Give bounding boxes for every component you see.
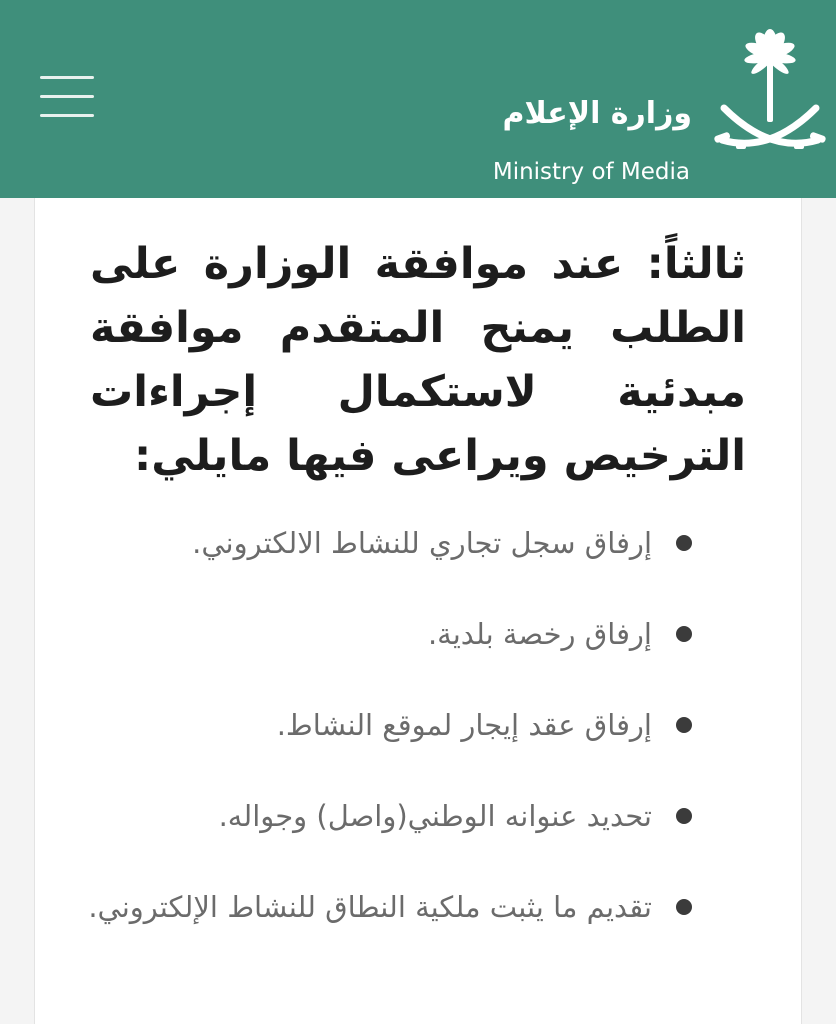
list-item bbox=[80, 603, 712, 665]
logo-name-arabic: وزارة الإعلام bbox=[502, 96, 692, 131]
list-item bbox=[80, 785, 712, 847]
saudi-emblem-palm-swords-icon bbox=[706, 22, 834, 172]
hamburger-menu-icon[interactable] bbox=[40, 74, 94, 120]
ministry-logo[interactable] bbox=[476, 22, 836, 185]
menu-bar-top bbox=[40, 76, 94, 79]
list-item-text: إرفاق عقد إيجار لموقع النشاط. bbox=[276, 708, 652, 742]
list-item-text: تقديم ما يثبت ملكية النطاق للنشاط الإلكتروني. bbox=[88, 890, 652, 924]
list-item bbox=[80, 512, 712, 574]
menu-bar-middle bbox=[40, 95, 94, 98]
bullet-icon bbox=[676, 899, 692, 915]
bullet-icon bbox=[676, 717, 692, 733]
requirements-list bbox=[80, 512, 712, 938]
list-item-text: إرفاق رخصة بلدية. bbox=[427, 617, 652, 651]
section-heading: ثالثاً: عند موافقة الوزارة على الطلب يمنح المتقدم موافقة مبدئية لاستكمال إجراءات الترخيص ويراعى فيها مايلي: bbox=[90, 239, 746, 481]
bullet-icon bbox=[676, 626, 692, 642]
site-header bbox=[0, 0, 836, 198]
menu-bar-bottom bbox=[40, 114, 94, 117]
bullet-icon bbox=[676, 535, 692, 551]
list-item bbox=[80, 876, 712, 938]
list-item-text: إرفاق سجل تجاري للنشاط الالكتروني. bbox=[192, 526, 652, 560]
list-item bbox=[80, 694, 712, 756]
logo-name-english: Ministry of Media bbox=[492, 159, 690, 185]
list-item-text: تحديد عنوانه الوطني(واصل) وجواله. bbox=[218, 799, 652, 833]
bullet-icon bbox=[676, 808, 692, 824]
